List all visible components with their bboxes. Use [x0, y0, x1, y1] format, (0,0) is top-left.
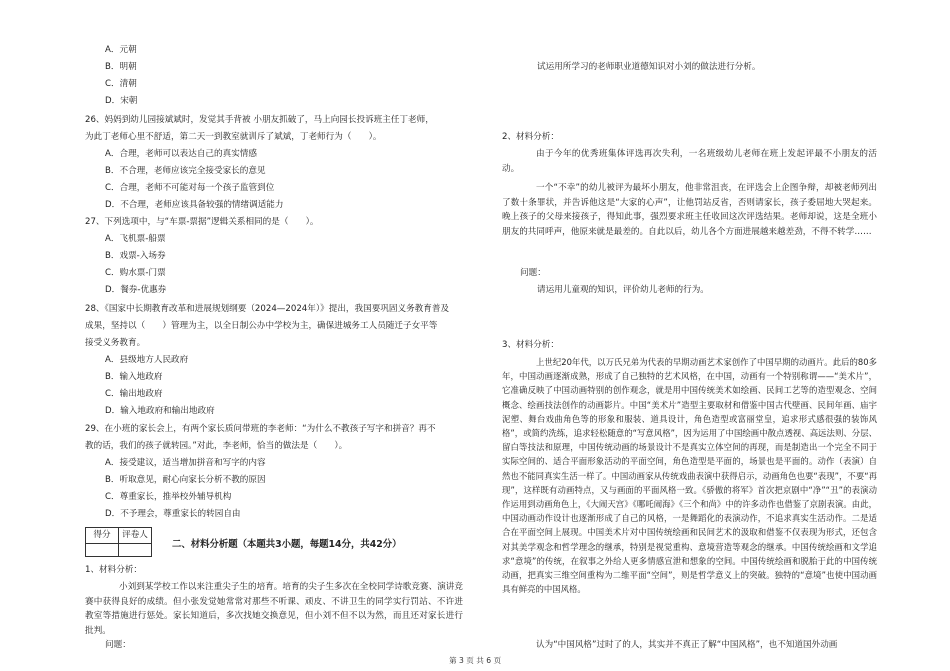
q26-stem-line-2: 为此丁老师心里不舒适，第二天一到教室就训斥了斌斌，丁老师行为（ ）。	[85, 132, 382, 142]
q25-option-b: B．明朝	[105, 62, 137, 72]
material-1-question-label: 问题：	[105, 640, 131, 650]
q26-option-c: C．合理，老师不可能对每一个孩子监管到位	[105, 183, 275, 193]
q25-option-a: A．元朝	[105, 45, 137, 55]
material-2-question-text: 请运用儿童观的知识，评价幼儿老师的行为。	[537, 285, 709, 295]
q29-option-a: A．接受建议，适当增加拼音和写字的内容	[105, 458, 266, 468]
q29-option-d: D．不予理会，尊重家长的转园自由	[105, 509, 241, 519]
q28-option-b: B．输入地政府	[105, 372, 163, 382]
q29-stem-line-2: 教的话，我们的孩子就转园。”对此，李老师，恰当的做法是（ ）。	[85, 441, 348, 451]
q27-option-a: A．飞机票-船票	[105, 234, 166, 244]
material-2-paragraph-1: 由于今年的优秀班集体评选再次失利，一名班级幼儿老师在班上发起评最不小朋友的活动。	[502, 149, 877, 174]
q28-stem-line-2: 成果，坚持以（ ）管理为主，以全日制公办中学校为主，确保进城务工人员随迁子女平等	[85, 321, 438, 331]
q26-option-d: D．不合理，老师应该具备较强的情绪调适能力	[105, 200, 284, 210]
q28-option-c: C．输出地政府	[105, 389, 163, 399]
page-footer: 第 3 页 共 6 页	[448, 656, 502, 665]
material-2-question-label: 问题：	[520, 268, 546, 278]
material-1-text: 小刘到某学校工作以来注重尖子生的培育。培育的尖子生多次在全校同学诗歌竞赛、演讲竞赛中获得良好的成绩。但小张发觉她常常对那些不听课、顽皮、不讲卫生的同学实行罚站、不许进教室等措施进行惩处。家长知道后，多次找她交换意见，但小刘不但不以为然，而且还对家长进行批判。	[85, 582, 463, 636]
q25-option-c: C．清朝	[105, 79, 137, 89]
q28-option-a: A．县级地方人民政府	[105, 355, 189, 365]
q27-option-c: C．购水票-门票	[105, 268, 166, 278]
material-2-paragraph-2: 一个“不幸”的幼儿被评为最坏小朋友，他非常沮丧，在评选会上企图争辩，却被老师列出了数十条罪状，并告诉他这是“大家的心声”，让他罚站反省，否则请家长，孩子委屈地大哭起来。晚上孩子的父母来接孩子，得知此事，强烈要求班主任收回这次评选结果。老师却说，这是全班小朋友的共同呼声，他原来就是最差的。自此以后，幼儿各个方面进展越来越差劲，不得不转学……	[502, 183, 877, 237]
q28-stem-line-3: 接受义务教育。	[85, 338, 146, 348]
q29-option-c: C．尊重家长，推举校外辅导机构	[105, 492, 232, 502]
score-table	[85, 527, 152, 557]
q26-stem-line-1: 26、妈妈到幼儿园接斌斌时，发觉其手背被 小朋友抓破了，马上向园长投诉班主任丁老师，	[85, 115, 434, 125]
q27-stem: 27、下列选项中，与“车票-票据”逻辑关系相同的是（ ）。	[85, 217, 319, 227]
material-3-paragraph-1: 上世纪20年代，以万氏兄弟为代表的早期动画艺术家创作了中国早期的动画片。此后的80多年，中国动画逐渐成熟，形成了自己独特的艺术风格，在中国，动画有一个特别称谓——“美术片”，它准确反映了中国动画特别的创作观念，就是用中国传统美术如绘画、民间工艺等的造型观念、空间概念、绘画技法创作的动画影片。中国“美术片”造型主要取材和借鉴中国古代壁画、民间年画、庙宇泥塑、舞台戏曲角色等的形象和服装、道具设计，角色造型或富丽堂皇，追求形式感很强的装饰风格”，或简约洗练，追求轻松随意的“写意风格”，因为运用了中国绘画中散点透视、高远法则、分层、留白等技法和原理，中国传统动画的场景设计不是真实立体空间的再现，而是制造出一个完全不同于实际空间的、适合平面形象活动的平面空间，角色造型是平面的，场景也是平面的。动作（表演）自然也不能同真实生活一样了。中国动画家从传统戏曲表演中获得启示，动画角色也要“表现”，不要“再现”，这样既有动画特点，又与画面的平面风格一致。《骄傲的将军》首次把京剧中“净”“丑”的表演动作运用到动画角色上，《大闹天宫》《哪吒闹海》《三个和尚》中的许多动作也借鉴了京剧表演。由此，中国动画动作设计也逐渐形成了自己的风格，一是舞蹈化的表演动作，不追求真实生活动作。二是适合在平面空间上展现。中国美术片对中国传统绘画和民间艺术的汲取和借鉴不仅表现为形式，还包含对其美学观念和哲学理念的继承，特别是视觉重构、意境营造等观念的继承。中国传统绘画和文学追求“意境”的传统，在叙事之外给人更多情感宣泄和想象的空间。中国传统绘画和脱胎于此的中国传统动画，把真实三维空间重构为二维平面“空间”，则是哲学意义上的突破。独特的“意境”也使中国动画具有鲜亮的中国风格。	[502, 357, 877, 595]
q27-option-d: D．餐券-优惠券	[105, 285, 167, 295]
score-cell[interactable]	[86, 543, 119, 556]
score-label: 得分	[86, 528, 119, 544]
grader-cell[interactable]	[119, 543, 152, 556]
q29-option-b: B．听取意见，耐心向家长分析不教的原因	[105, 475, 266, 485]
material-3-paragraph-2: 认为“中国风格”过时了的人，其实并不真正了解“中国风格”，也不知道国外动画	[536, 640, 838, 650]
section-title: 二、材料分析题（本题共3小题，每题14分，共42分）	[172, 539, 402, 550]
q29-stem-line-1: 29、在小班的家长会上，有两个家长质问带班的李老师：“为什么不教孩子写字和拼音？再不	[85, 424, 436, 434]
q28-option-d: D．输入地政府和输出地政府	[105, 406, 215, 416]
material-1-question-text: 试运用所学习的老师职业道德知识对小刘的做法进行分析。	[537, 62, 761, 72]
material-3-heading: 3、材料分析：	[502, 340, 560, 350]
q26-option-a: A．合理，老师可以表达自己的真实情感	[105, 149, 257, 159]
material-1-heading: 1、材料分析：	[85, 565, 143, 575]
q26-option-b: B．不合理，老师应该完全接受家长的意见	[105, 166, 266, 176]
grader-label: 评卷人	[119, 528, 152, 544]
q27-option-b: B．戏票-入场券	[105, 251, 166, 261]
material-2-heading: 2、材料分析：	[502, 132, 560, 142]
q25-option-d: D．宋朝	[105, 96, 138, 106]
q28-stem-line-1: 28、《国家中长期教育改革和进展规划纲要（2024—2024年）》提出，我国要巩固义务教育普及	[85, 304, 450, 314]
